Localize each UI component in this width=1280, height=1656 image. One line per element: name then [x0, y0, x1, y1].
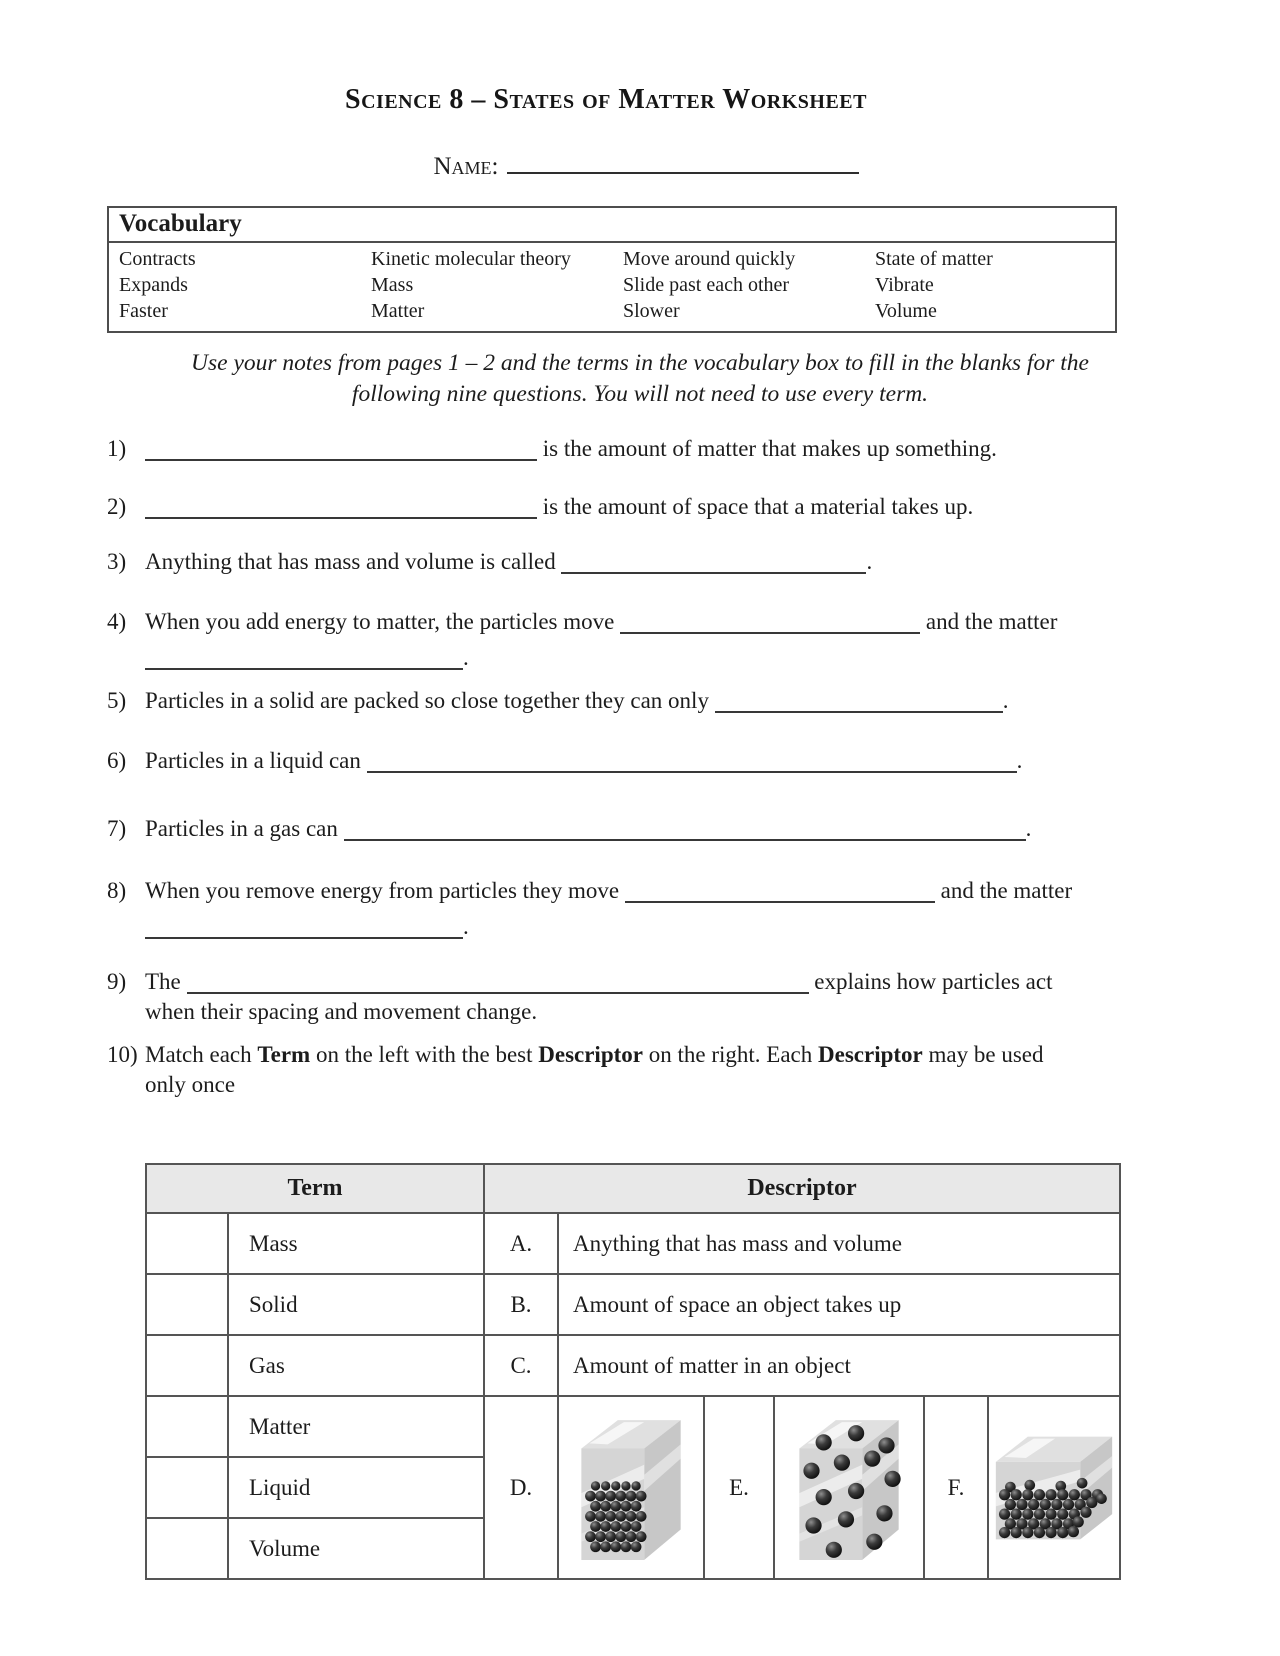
term-volume: Volume — [228, 1518, 484, 1579]
instructions — [0, 348, 1280, 410]
answer-blank-q4b[interactable] — [145, 646, 463, 670]
question-7-number: 7) — [107, 816, 127, 841]
descriptor-letter-b: B. — [484, 1274, 558, 1335]
name-label: Name: — [433, 153, 499, 180]
name-row — [12, 152, 1280, 181]
question-6-text: Particles in a liquid can — [145, 748, 361, 773]
answer-cell-liquid[interactable] — [146, 1457, 228, 1518]
particle-image-cell-f — [988, 1396, 1120, 1579]
name-input-line[interactable] — [507, 152, 859, 174]
answer-blank-q3[interactable] — [561, 550, 866, 574]
question-8-text-mid: and the matter — [940, 878, 1073, 903]
question-4-number: 4) — [107, 609, 127, 634]
question-6-number: 6) — [107, 748, 127, 773]
question-9 — [107, 969, 1053, 995]
table-row — [146, 1335, 1120, 1396]
vocab-term: Expands — [119, 274, 188, 296]
answer-cell-gas[interactable] — [146, 1335, 228, 1396]
answer-blank-q8a[interactable] — [625, 879, 935, 903]
question-4-line-2 — [145, 645, 469, 671]
descriptor-letter-a: A. — [484, 1213, 558, 1274]
vocab-term: Kinetic molecular theory — [371, 248, 571, 270]
vocab-term: Mass — [371, 274, 414, 296]
question-2-text: is the amount of space that a material takes up. — [542, 494, 974, 519]
descriptor-column-header: Descriptor — [484, 1164, 1120, 1213]
question-10-bold-term: Term — [257, 1042, 311, 1067]
question-7 — [107, 816, 1031, 842]
question-8-line-2 — [145, 914, 469, 940]
vocab-term: Move around quickly — [623, 248, 796, 270]
particle-image-cell-d — [558, 1396, 704, 1579]
question-7-period: . — [1025, 816, 1032, 841]
descriptor-text-b: Amount of space an object takes up — [558, 1274, 1120, 1335]
question-10 — [107, 1042, 1043, 1068]
question-3-number: 3) — [107, 549, 127, 574]
question-1-number: 1) — [107, 436, 127, 461]
answer-cell-mass[interactable] — [146, 1213, 228, 1274]
answer-blank-q5[interactable] — [715, 689, 1003, 713]
question-9-line-2-text: when their spacing and movement change. — [145, 999, 538, 1024]
vocab-term: Matter — [371, 300, 425, 322]
question-2 — [107, 494, 973, 520]
question-1-text: is the amount of matter that makes up something. — [542, 436, 997, 461]
term-column-header: Term — [146, 1164, 484, 1213]
answer-blank-q8b[interactable] — [145, 915, 463, 939]
descriptor-letter-c: C. — [484, 1335, 558, 1396]
table-row — [146, 1396, 1120, 1457]
vocabulary-header: Vocabulary — [109, 208, 1115, 243]
answer-blank-q9[interactable] — [187, 970, 809, 994]
question-4 — [107, 609, 1057, 635]
question-9-line-2 — [145, 999, 537, 1025]
answer-blank-q7[interactable] — [344, 817, 1026, 841]
term-liquid: Liquid — [228, 1457, 484, 1518]
particle-image-cell-e — [774, 1396, 924, 1579]
descriptor-letter-f: F. — [924, 1396, 988, 1579]
page-title: Science 8 – States of Matter Worksheet — [345, 84, 867, 115]
question-8-number: 8) — [107, 878, 127, 903]
question-3 — [107, 549, 872, 575]
question-9-text-post: explains how particles act — [814, 969, 1053, 994]
question-7-text: Particles in a gas can — [145, 816, 338, 841]
gas-particle-model-image — [793, 1412, 905, 1564]
question-8-text: When you remove energy from particles they move — [145, 878, 620, 903]
vocab-term: Slower — [623, 300, 680, 322]
question-10-line-2 — [145, 1072, 235, 1098]
match-table-header-row — [146, 1164, 1120, 1213]
question-10-text: on the right. Each — [648, 1042, 813, 1067]
liquid-particle-model-image — [991, 1430, 1117, 1546]
question-5 — [107, 688, 1008, 714]
instructions-line-2: following nine questions. You will not need to use every term. — [351, 381, 929, 407]
answer-cell-volume[interactable] — [146, 1518, 228, 1579]
answer-cell-matter[interactable] — [146, 1396, 228, 1457]
question-9-number: 9) — [107, 969, 127, 994]
vocabulary-box — [107, 206, 1117, 333]
question-10-text: may be used — [928, 1042, 1044, 1067]
table-row — [146, 1213, 1120, 1274]
vocab-term: Faster — [119, 300, 168, 322]
question-10-bold-descriptor: Descriptor — [818, 1042, 923, 1067]
question-4-text-mid: and the matter — [925, 609, 1058, 634]
descriptor-letter-d: D. — [484, 1396, 558, 1579]
vocab-term: Volume — [875, 300, 937, 322]
answer-blank-q2[interactable] — [145, 495, 537, 519]
answer-blank-q4a[interactable] — [620, 610, 920, 634]
term-solid: Solid — [228, 1274, 484, 1335]
descriptor-letter-e: E. — [704, 1396, 774, 1579]
question-1 — [107, 436, 997, 462]
term-matter: Matter — [228, 1396, 484, 1457]
question-6 — [107, 748, 1022, 774]
vocab-term: Contracts — [119, 248, 196, 270]
question-9-text: The — [145, 969, 181, 994]
term-gas: Gas — [228, 1335, 484, 1396]
question-4-text: When you add energy to matter, the particles move — [145, 609, 615, 634]
term-mass: Mass — [228, 1213, 484, 1274]
descriptor-text-a: Anything that has mass and volume — [558, 1213, 1120, 1274]
question-4-period: . — [463, 645, 469, 670]
question-5-period: . — [1002, 688, 1009, 713]
question-10-line-2-text: only once — [145, 1072, 236, 1097]
vocab-term: Slide past each other — [623, 274, 790, 296]
question-3-period: . — [866, 549, 873, 574]
descriptor-text-c: Amount of matter in an object — [558, 1335, 1120, 1396]
table-row — [146, 1274, 1120, 1335]
question-6-period: . — [1016, 748, 1023, 773]
solid-particle-model-image — [575, 1412, 687, 1564]
answer-cell-solid[interactable] — [146, 1274, 228, 1335]
question-5-number: 5) — [107, 688, 127, 713]
question-10-text: on the left with the best — [315, 1042, 533, 1067]
question-10-text: Match each — [145, 1042, 252, 1067]
question-10-number: 10) — [107, 1042, 138, 1067]
question-5-text: Particles in a solid are packed so close together they can only — [145, 688, 709, 713]
answer-blank-q6[interactable] — [367, 749, 1017, 773]
vocab-term: Vibrate — [875, 274, 934, 296]
answer-blank-q1[interactable] — [145, 437, 537, 461]
question-3-text: Anything that has mass and volume is called — [145, 549, 556, 574]
vocabulary-grid — [109, 243, 1115, 331]
vocab-term: State of matter — [875, 248, 993, 270]
question-8-period: . — [463, 914, 469, 939]
question-2-number: 2) — [107, 494, 127, 519]
question-8 — [107, 878, 1072, 904]
match-table — [145, 1163, 1121, 1580]
question-10-bold-descriptor: Descriptor — [538, 1042, 643, 1067]
instructions-line-1: Use your notes from pages 1 – 2 and the terms in the vocabulary box to fill in the blanks for the — [191, 350, 1089, 376]
